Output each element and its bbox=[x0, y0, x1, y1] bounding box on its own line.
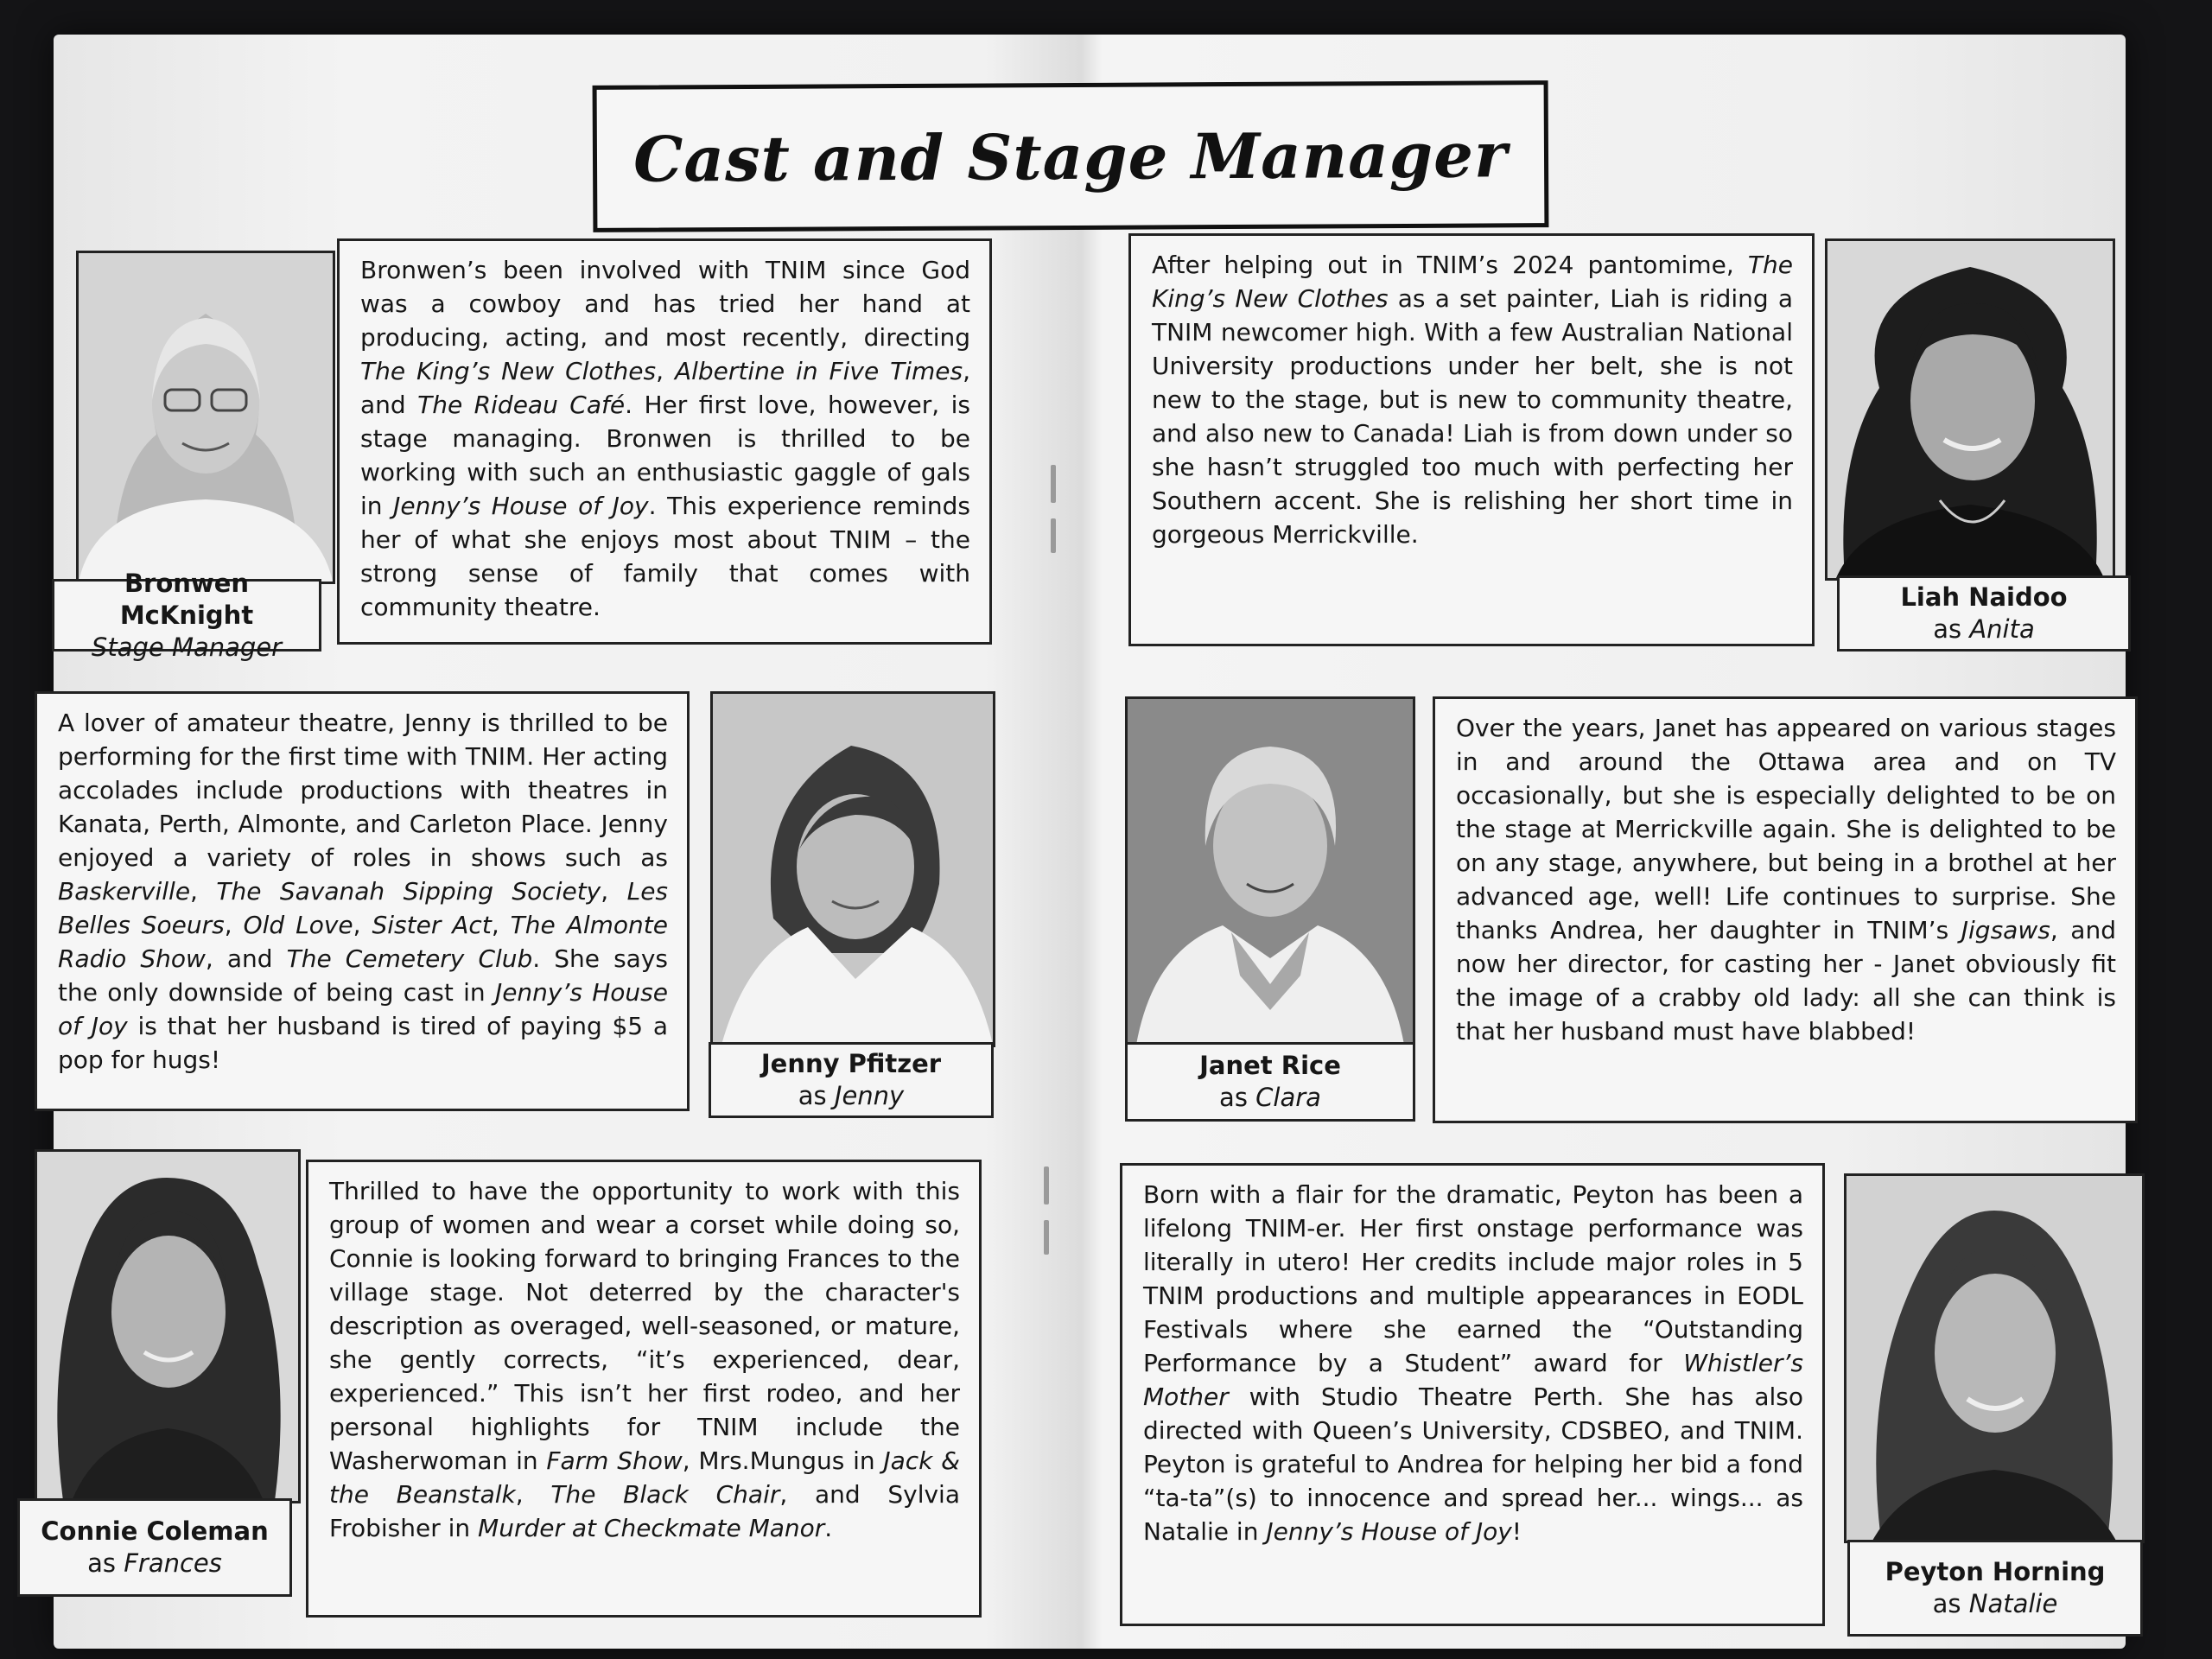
bio-text: , and now her director, for casting her - Janet obviously fit the image of a crabby old lady: all she can think is that her husband must have blabbed! bbox=[1456, 916, 2116, 1046]
title-banner bbox=[593, 80, 1549, 232]
bio-title-italic: The King’s New Clothes bbox=[360, 357, 657, 385]
bio-text: A lover of amateur theatre, Jenny is thrilled to be performing for the first time with TNIM. Her acting accolades include productions with theatres in Kanata, Perth, Almonte, and Carleton Place. Jenny enjoyed a variety of roles in shows such as bbox=[58, 709, 668, 872]
cast-role: Jenny bbox=[834, 1081, 905, 1110]
cast-name: Bronwen McKnight bbox=[119, 568, 254, 630]
bio-title-italic: The Almonte Radio Show bbox=[58, 911, 668, 973]
bio-text: . She says the only downside of being cast in bbox=[58, 944, 668, 1007]
cast-role: Clara bbox=[1255, 1083, 1321, 1112]
bio-text: Born with a flair for the dramatic, Peyton has been a lifelong TNIM-er. Her first onstage performance was literally in utero! Her credits include major roles in 5 TNIM productions and multiple appearances in EODL Festivals where she earned the “Outstanding Performance by a Student” award for bbox=[1143, 1180, 1803, 1377]
headshot-janet-rice bbox=[1125, 696, 1415, 1047]
bio-title-italic: The Rideau Café bbox=[417, 391, 626, 419]
bio-text: with Studio Theatre Perth. She has also directed with Queen’s University, CDSBEO, and TNIM. Peyton is grateful to Andrea for helping her bid a fond “ta-ta”(s) to innocence and spread her... wings... as Natalie in bbox=[1143, 1382, 1803, 1546]
bio-text: is that her husband is tired of paying $5 a pop for hugs! bbox=[58, 1012, 668, 1074]
bio-title-italic: Jenny’s House of Joy bbox=[1266, 1517, 1512, 1546]
page-title: Cast and Stage Manager bbox=[632, 117, 1509, 196]
bio-connie-coleman bbox=[306, 1160, 982, 1618]
bio-text: . This experience reminds her of what she enjoys most about TNIM – the strong sense of family that comes with community theatre. bbox=[360, 492, 970, 621]
caption-connie-coleman bbox=[17, 1498, 292, 1597]
as-prefix: as bbox=[87, 1548, 116, 1578]
caption-janet-rice bbox=[1125, 1042, 1415, 1122]
bio-title-italic: Albertine in Five Times bbox=[674, 357, 963, 385]
caption-jenny-pfitzer bbox=[709, 1042, 994, 1118]
bio-text: as a set painter, Liah is riding a TNIM newcomer high. With a few Australian National University productions under her belt, she is not new to the stage, but is new to community theatre, and also new to Canada! Liah is from down under so she hasn’t struggled too much with perfecting her Southern accent. She is relishing her short time in gorgeous Merrickville. bbox=[1152, 284, 1793, 549]
as-prefix: as bbox=[1219, 1083, 1248, 1112]
cast-name: Janet Rice bbox=[1199, 1051, 1341, 1080]
bio-liah-naidoo bbox=[1128, 233, 1815, 646]
bio-text: , and bbox=[360, 357, 970, 419]
cast-role: Frances bbox=[124, 1548, 222, 1578]
cast-role: Anita bbox=[1969, 614, 2035, 644]
headshot-jenny-pfitzer bbox=[710, 691, 995, 1047]
bio-text: Over the years, Janet has appeared on various stages in and around the Ottawa area and on TV occasionally, but she is especially delighted to be on the stage at Merrickville again. She is delighted to be on any stage, anywhere, but being in a brothel at her advanced age, well! Life continues to surprise. She thanks Andrea, her daughter in TNIM’s bbox=[1456, 714, 2116, 944]
headshot-peyton-horning bbox=[1844, 1173, 2145, 1543]
bio-text: , bbox=[515, 1480, 551, 1509]
staple-bottom bbox=[1044, 1166, 1049, 1205]
bio-title-italic: Whistler’s Mother bbox=[1143, 1349, 1803, 1411]
cast-name: Liah Naidoo bbox=[1900, 582, 2068, 612]
caption-liah-naidoo bbox=[1837, 575, 2131, 652]
bio-title-italic: Sister Act bbox=[372, 911, 492, 939]
bio-text: Thrilled to have the opportunity to work with this group of women and wear a corset while doing so, Connie is looking forward to bringing Frances to the village stage. Not deterred by the character's description as overaged, well-seasoned, or mature, she gently corrects, “it’s experienced, dear, experienced.” This isn’t her first rodeo, and her personal highlights for TNIM include the Washerwoman in bbox=[329, 1177, 960, 1475]
cast-role: Stage Manager bbox=[91, 632, 283, 662]
bio-title-italic: Old Love bbox=[243, 911, 353, 939]
bio-title-italic: Jigsaws bbox=[1961, 916, 2050, 944]
bio-text: , bbox=[601, 877, 627, 906]
headshot-connie-coleman bbox=[35, 1149, 301, 1503]
staple-top bbox=[1051, 465, 1056, 503]
cast-name: Connie Coleman bbox=[41, 1516, 269, 1546]
headshot-liah-naidoo bbox=[1825, 238, 2115, 581]
bio-text: , bbox=[491, 911, 511, 939]
bio-text: After helping out in TNIM’s 2024 pantomime, bbox=[1152, 251, 1748, 279]
as-prefix: as bbox=[798, 1081, 827, 1110]
cast-role: Natalie bbox=[1968, 1589, 2058, 1618]
bio-text: Bronwen’s been involved with TNIM since God was a cowboy and has tried her hand at producing, acting, and most recently, directing bbox=[360, 256, 970, 352]
as-prefix: as bbox=[1932, 1589, 1961, 1618]
bio-title-italic: Jack & the Beanstalk bbox=[329, 1446, 960, 1509]
bio-text: , and Sylvia Frobisher in bbox=[329, 1480, 960, 1542]
bio-text: , bbox=[190, 877, 217, 906]
bio-title-italic: Murder at Checkmate Manor bbox=[478, 1514, 825, 1542]
cast-name: Peyton Horning bbox=[1885, 1557, 2106, 1586]
bio-text: , Mrs.Mungus in bbox=[682, 1446, 884, 1475]
staple-top-lower bbox=[1051, 518, 1056, 553]
staple-bottom-lower bbox=[1044, 1220, 1049, 1255]
bio-janet-rice bbox=[1433, 696, 2138, 1123]
caption-peyton-horning bbox=[1847, 1540, 2143, 1637]
headshot-bronwen-mcknight bbox=[76, 251, 335, 584]
bio-title-italic: Jenny’s House of Joy bbox=[393, 492, 649, 520]
bio-text: , bbox=[656, 357, 675, 385]
as-prefix: as bbox=[1933, 614, 1962, 644]
bio-title-italic: The Black Chair bbox=[550, 1480, 780, 1509]
bio-text: , bbox=[353, 911, 372, 939]
bio-text: . Her first love, however, is stage managing. Bronwen is thrilled to be working with such an enthusiastic gaggle of gals in bbox=[360, 391, 970, 520]
bio-text: ! bbox=[1511, 1517, 1522, 1546]
bio-title-italic: Jenny’s House of Joy bbox=[58, 978, 668, 1040]
cast-name: Jenny Pfitzer bbox=[760, 1049, 942, 1078]
bio-peyton-horning bbox=[1120, 1163, 1825, 1626]
bio-text: . bbox=[824, 1514, 833, 1542]
bio-text: , bbox=[224, 911, 244, 939]
bio-title-italic: The King’s New Clothes bbox=[1152, 251, 1793, 313]
bio-bronwen-mcknight bbox=[337, 238, 992, 645]
bio-title-italic: Farm Show bbox=[546, 1446, 683, 1475]
bio-title-italic: Les Belles Soeurs bbox=[58, 877, 669, 939]
bio-text: , and bbox=[205, 944, 287, 973]
bio-title-italic: The Savanah Sipping Society bbox=[216, 877, 601, 906]
bio-title-italic: Baskerville bbox=[58, 877, 191, 906]
bio-jenny-pfitzer bbox=[35, 691, 690, 1111]
caption-bronwen-mcknight bbox=[52, 568, 321, 662]
bio-title-italic: The Cemetery Club bbox=[286, 944, 533, 973]
